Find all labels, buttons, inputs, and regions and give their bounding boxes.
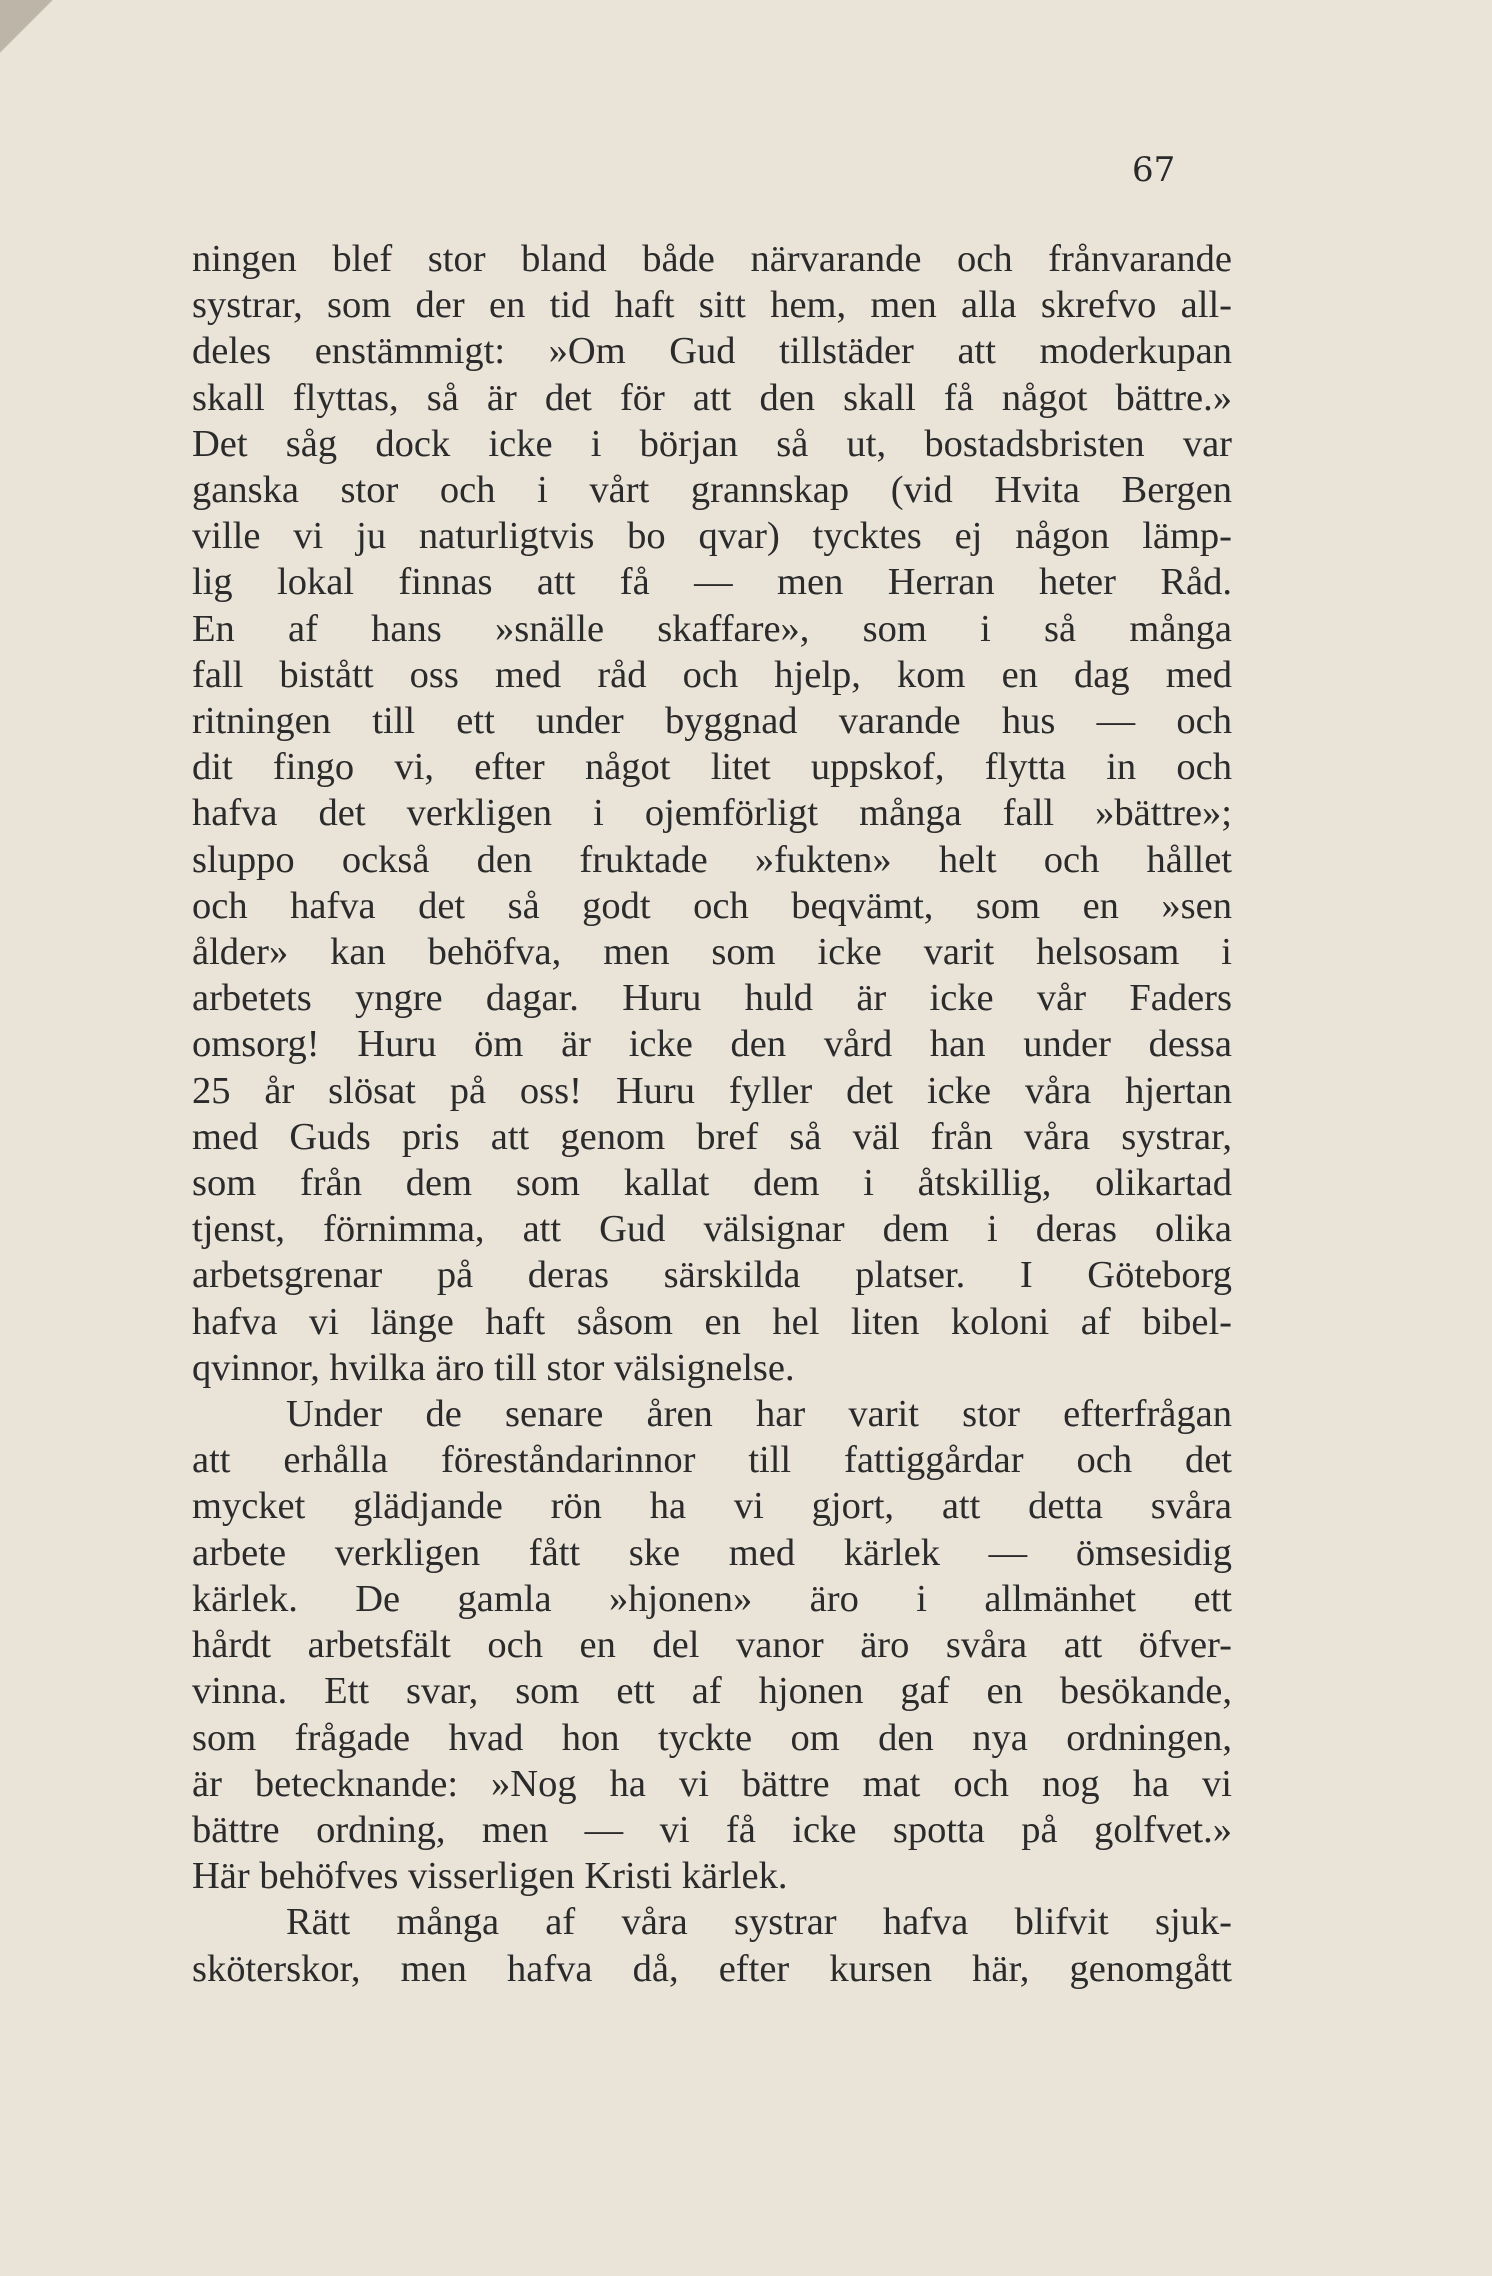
text-line: hafva det verkligen i ojemförligt många fall »bättre»;: [192, 792, 1232, 835]
text-line: tjenst, förnimma, att Gud välsignar dem i deras olika: [192, 1208, 1232, 1251]
text-line: som frågade hvad hon tyckte om den nya ordningen,: [192, 1716, 1232, 1759]
text-line: Under de senare åren har varit stor efterfrågan: [286, 1393, 1232, 1436]
text-line: skall flyttas, så är det för att den skall få något bättre.»: [192, 376, 1232, 419]
text-line: hafva vi länge haft såsom en hel liten koloni af bibel-: [192, 1300, 1232, 1343]
text-line: fall bistått oss med råd och hjelp, kom en dag med: [192, 653, 1232, 696]
text-line: ville vi ju naturligtvis bo qvar) tycktes ej någon lämp-: [192, 515, 1232, 558]
text-line: är betecknande: »Nog ha vi bättre mat och nog ha vi: [192, 1762, 1232, 1805]
text-line: och hafva det så godt och beqvämt, som en »sen: [192, 884, 1232, 927]
text-line: med Guds pris att genom bref så väl från våra systrar,: [192, 1115, 1232, 1158]
text-line: hårdt arbetsfält och en del vanor äro svåra att öfver-: [192, 1624, 1232, 1667]
text-line: att erhålla föreståndarinnor till fattiggårdar och det: [192, 1439, 1232, 1482]
text-line: arbetets yngre dagar. Huru huld är icke vår Faders: [192, 977, 1232, 1020]
text-line: vinna. Ett svar, som ett af hjonen gaf en besökande,: [192, 1670, 1232, 1713]
text-line: Här behöfves visserligen Kristi kärlek.: [192, 1855, 788, 1898]
page-number: 67: [1132, 150, 1176, 190]
text-line: arbetsgrenar på deras särskilda platser. I Göteborg: [192, 1254, 1232, 1297]
text-line: ritningen till ett under byggnad varande hus — och: [192, 700, 1232, 743]
text-line: arbete verkligen fått ske med kärlek — ömsesidig: [192, 1531, 1232, 1574]
text-line: dit fingo vi, efter något litet uppskof, flytta in och: [192, 746, 1232, 789]
text-line: kärlek. De gamla »hjonen» äro i allmänhet ett: [192, 1577, 1232, 1620]
text-line: En af hans »snälle skaffare», som i så många: [192, 607, 1232, 650]
text-line: deles enstämmigt: »Om Gud tillstäder att moderkupan: [192, 330, 1232, 373]
text-line: ningen blef stor bland både närvarande och frånvarande: [192, 238, 1232, 280]
text-line: sköterskor, men hafva då, efter kursen här, genomgått: [192, 1947, 1232, 1990]
text-line: 25 år slösat på oss! Huru fyller det icke våra hjertan: [192, 1069, 1232, 1112]
text-line: ganska stor och i vårt grannskap (vid Hvita Bergen: [192, 469, 1232, 512]
text-line: Det såg dock icke i början så ut, bostadsbristen var: [192, 422, 1232, 465]
text-line: omsorg! Huru öm är icke den vård han under dessa: [192, 1023, 1232, 1066]
text-line: som från dem som kallat dem i åtskillig, olikartad: [192, 1162, 1232, 1205]
text-line: lig lokal finnas att få — men Herran heter Råd.: [192, 561, 1232, 604]
text-line: bättre ordning, men — vi få icke spotta på golfvet.»: [192, 1808, 1232, 1851]
text-line: ålder» kan behöfva, men som icke varit helsosam i: [192, 931, 1232, 974]
text-line: sluppo också den fruktade »fukten» helt och hållet: [192, 838, 1232, 881]
body-text: [192, 236, 1232, 1992]
text-line: Rätt många af våra systrar hafva blifvit sjuk-: [286, 1901, 1232, 1944]
text-line: qvinnor, hvilka äro till stor välsignelse.: [192, 1346, 795, 1389]
torn-corner: [0, 0, 70, 60]
text-line: systrar, som der en tid haft sitt hem, men alla skrefvo all-: [192, 284, 1232, 327]
text-line: mycket glädjande rön ha vi gjort, att detta svåra: [192, 1485, 1232, 1528]
